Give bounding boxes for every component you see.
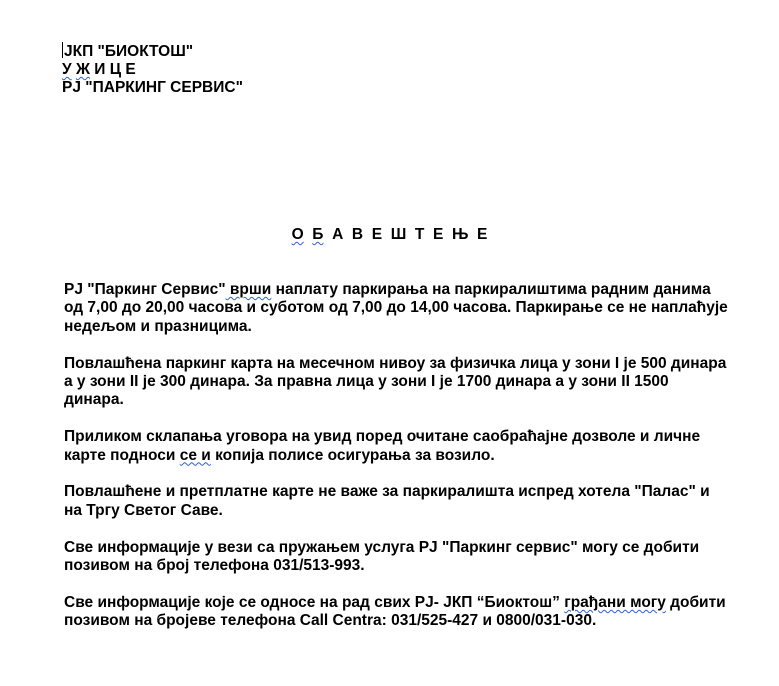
title-letter: Е [477,226,488,243]
title-letter: Т [414,226,425,243]
paragraph-monthly-card: Повлашћена паркинг карта на месечном нивоу за физичка лица у зони I је 500 динара а у зони II је 300 динара. За правна лица у зони I је 1700 динара а у зони II 1500 динара. [64,354,727,409]
letterhead [62,42,243,97]
notice-body [64,281,729,649]
city-letter: У [62,61,72,78]
title-letter: Њ [451,226,469,243]
spellcheck-run: врши [225,281,272,298]
text-cursor [62,42,63,58]
paragraph-card-exceptions: Повлашћене и претплатне карте не важе за паркиралишта испред хотела "Палас" и на Тргу Светог Саве. [64,483,710,519]
text-run: Приликом склапања уговора на увид поред очитане саобраћајне дозволе и личне карте подноси [64,428,701,464]
title-letter: В [351,226,364,243]
unit-name: РЈ "ПАРКИНГ СЕРВИС" [62,79,243,96]
text-run: добити позивом на бројеве телефона Call Centra: 031/525-427 и 0800/031-030. [64,593,726,630]
title-letter: Б [312,226,324,243]
title-letter: О [291,226,304,243]
city-letter: Е [125,61,136,78]
text-run: Све информације које се односе на рад свих РЈ- ЈКП “Биоктош” [64,593,565,611]
notice-title [0,226,779,244]
city-letter: Ц [109,61,122,78]
text-run: РЈ "Паркинг Сервис" [64,281,226,298]
paragraph-contract-docs [64,428,729,465]
city-letter: Ж [75,61,90,78]
title-letter: Е [432,226,444,243]
title-letter: Ш [390,226,407,243]
city-name [62,61,243,79]
paragraph-call-center [64,594,729,631]
text-run: копија полисе осигурања за возило. [210,446,495,464]
organization-name [62,42,243,61]
title-letter: Е [371,226,383,243]
paragraph-service-info: Све информације у вези са пружањем услуга РЈ "Паркинг сервис" могу се добити позивом на број телефона 031/513-993. [64,538,700,575]
text-run: наплату паркирања на паркиралиштима радним данима од 7,00 до 20,00 часова и суботом од 7,00 до 14,00 часова. Паркирање се не наплаћује недељом и празницима. [64,281,728,335]
city-letter: И [94,61,106,78]
paragraph-working-hours [64,281,729,336]
spellcheck-run: се и [179,446,211,464]
title-letter: А [332,226,344,243]
organization-name-text: ЈКП "БИОКТОШ" [64,43,194,60]
spellcheck-run: грађани могу [564,593,666,611]
